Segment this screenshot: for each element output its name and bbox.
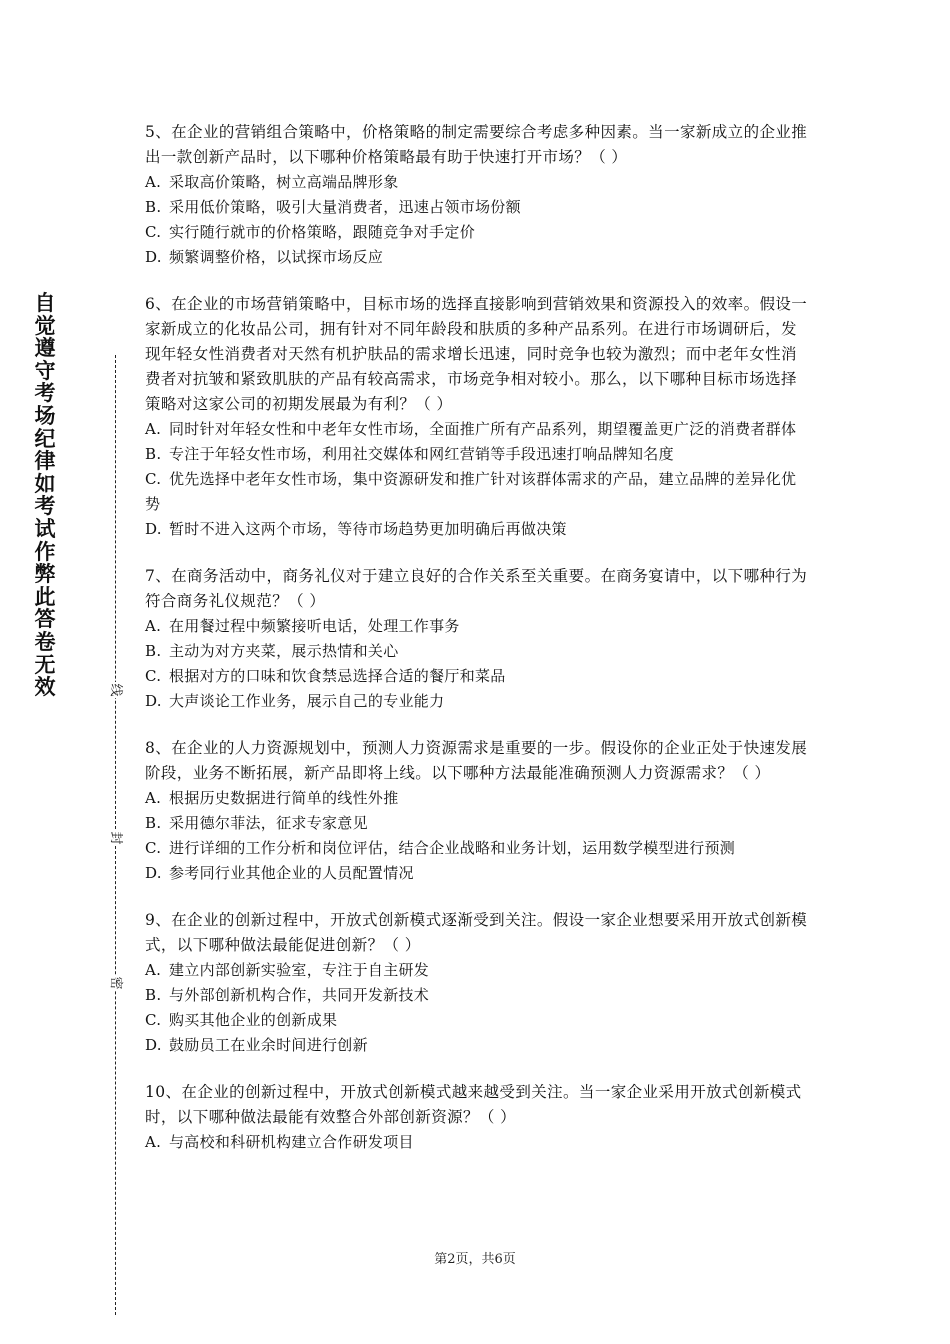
- question-stem: 10、在企业的创新过程中，开放式创新模式越来越受到关注。当一家企业采用开放式创新模式时，以下哪种做法最能有效整合外部创新资源？（ ）: [145, 1083, 802, 1126]
- option-letter: A.: [145, 961, 162, 979]
- option-letter: A.: [145, 173, 162, 191]
- binding-label-line: 线: [108, 683, 123, 697]
- option-text: 采用德尔菲法，征求专家意见: [169, 814, 368, 832]
- question-stem: 8、在企业的人力资源规划中，预测人力资源需求是重要的一步。假设你的企业正处于快速发展阶段，业务不断拓展，新产品即将上线。以下哪种方法最能准确预测人力资源需求？（ ）: [145, 739, 808, 782]
- page-number-footer: 第2页，共6页: [434, 1252, 516, 1267]
- option-letter: B.: [145, 198, 162, 216]
- option-letter: A.: [145, 789, 162, 807]
- option-letter: A.: [145, 1133, 162, 1151]
- option-a[interactable]: [145, 1130, 810, 1155]
- option-text: 与高校和科研机构建立合作研发项目: [169, 1133, 414, 1151]
- option-letter: D.: [145, 864, 162, 882]
- option-text: 主动为对方夹菜，展示热情和关心: [169, 642, 399, 660]
- option-a[interactable]: [145, 958, 810, 983]
- question-stem: 5、在企业的营销组合策略中，价格策略的制定需要综合考虑多种因素。当一家新成立的企业推出一款创新产品时，以下哪种价格策略最有助于快速打开市场？（ ）: [145, 123, 808, 166]
- option-text: 采取高价策略，树立高端品牌形象: [169, 173, 399, 191]
- option-letter: C.: [145, 839, 162, 857]
- option-letter: B.: [145, 445, 162, 463]
- exam-discipline-notice: 自觉遵守考场纪律如考试作弊此答卷无效: [34, 291, 56, 700]
- option-a[interactable]: [145, 786, 810, 811]
- option-text: 建立内部创新实验室，专注于自主研发: [169, 961, 430, 979]
- question-9: [145, 908, 810, 1058]
- option-d[interactable]: [145, 245, 810, 270]
- option-letter: D.: [145, 248, 162, 266]
- option-text: 根据历史数据进行简单的线性外推: [169, 789, 399, 807]
- binding-label-seal: 封: [108, 831, 123, 845]
- option-text: 同时针对年轻女性和中老年女性市场，全面推广所有产品系列，期望覆盖更广泛的消费者群体: [169, 420, 797, 438]
- option-text: 购买其他企业的创新成果: [169, 1011, 338, 1029]
- option-text: 与外部创新机构合作，共同开发新技术: [169, 986, 430, 1004]
- option-d[interactable]: [145, 861, 810, 886]
- option-text: 暂时不进入这两个市场，等待市场趋势更加明确后再做决策: [169, 520, 567, 538]
- option-a[interactable]: [145, 170, 810, 195]
- option-text: 鼓励员工在业余时间进行创新: [169, 1036, 368, 1054]
- option-text: 采用低价策略，吸引大量消费者，迅速占领市场份额: [169, 198, 521, 216]
- option-letter: B.: [145, 642, 162, 660]
- question-7: [145, 564, 810, 714]
- question-stem: 6、在企业的市场营销策略中，目标市场的选择直接影响到营销效果和资源投入的效率。假设一家新成立的化妆品公司，拥有针对不同年龄段和肤质的多种产品系列。在进行市场调研后，发现年轻女性消费者对天然有机护肤品的需求增长迅速，同时竞争也较为激烈；而中老年女性消费者对抗皱和紧致肌肤的产品有较高需求，市场竞争相对较小。那么，以下哪种目标市场选择策略对这家公司的初期发展最为有利？（ ）: [145, 295, 808, 413]
- option-c[interactable]: [145, 1008, 810, 1033]
- option-b[interactable]: [145, 195, 810, 220]
- question-10: [145, 1080, 810, 1155]
- option-c[interactable]: [145, 467, 810, 517]
- option-b[interactable]: [145, 442, 810, 467]
- option-b[interactable]: [145, 811, 810, 836]
- option-letter: B.: [145, 814, 162, 832]
- option-d[interactable]: [145, 689, 810, 714]
- option-text: 参考同行业其他企业的人员配置情况: [169, 864, 414, 882]
- option-c[interactable]: [145, 664, 810, 689]
- question-8: [145, 736, 810, 886]
- question-6: [145, 292, 810, 542]
- option-letter: C.: [145, 470, 162, 488]
- option-letter: D.: [145, 1036, 162, 1054]
- option-letter: B.: [145, 986, 162, 1004]
- binding-label-close: 密: [108, 976, 123, 990]
- option-text: 频繁调整价格，以试探市场反应: [169, 248, 384, 266]
- question-stem: 7、在商务活动中，商务礼仪对于建立良好的合作关系至关重要。在商务宴请中，以下哪种行为符合商务礼仪规范？（ ）: [145, 567, 808, 610]
- option-text: 优先选择中老年女性市场，集中资源研发和推广针对该群体需求的产品，建立品牌的差异化优势: [145, 470, 797, 513]
- option-letter: C.: [145, 1011, 162, 1029]
- option-letter: A.: [145, 617, 162, 635]
- option-letter: A.: [145, 420, 162, 438]
- option-letter: C.: [145, 667, 162, 685]
- option-letter: D.: [145, 692, 162, 710]
- option-text: 大声谈论工作业务，展示自己的专业能力: [169, 692, 445, 710]
- option-d[interactable]: [145, 1033, 810, 1058]
- option-text: 在用餐过程中频繁接听电话，处理工作事务: [169, 617, 460, 635]
- option-a[interactable]: [145, 614, 810, 639]
- option-letter: C.: [145, 223, 162, 241]
- option-text: 进行详细的工作分析和岗位评估，结合企业战略和业务计划，运用数学模型进行预测: [169, 839, 736, 857]
- option-text: 根据对方的口味和饮食禁忌选择合适的餐厅和菜品: [169, 667, 506, 685]
- option-a[interactable]: [145, 417, 810, 442]
- option-text: 实行随行就市的价格策略，跟随竞争对手定价: [169, 223, 476, 241]
- option-text: 专注于年轻女性市场，利用社交媒体和网红营销等手段迅速打响品牌知名度: [169, 445, 674, 463]
- option-letter: D.: [145, 520, 162, 538]
- question-5: [145, 120, 810, 270]
- option-c[interactable]: [145, 836, 810, 861]
- option-d[interactable]: [145, 517, 810, 542]
- option-b[interactable]: [145, 983, 810, 1008]
- option-b[interactable]: [145, 639, 810, 664]
- option-c[interactable]: [145, 220, 810, 245]
- question-stem: 9、在企业的创新过程中，开放式创新模式逐渐受到关注。假设一家企业想要采用开放式创新模式，以下哪种做法最能促进创新？（ ）: [145, 911, 808, 954]
- question-list: [145, 120, 810, 1177]
